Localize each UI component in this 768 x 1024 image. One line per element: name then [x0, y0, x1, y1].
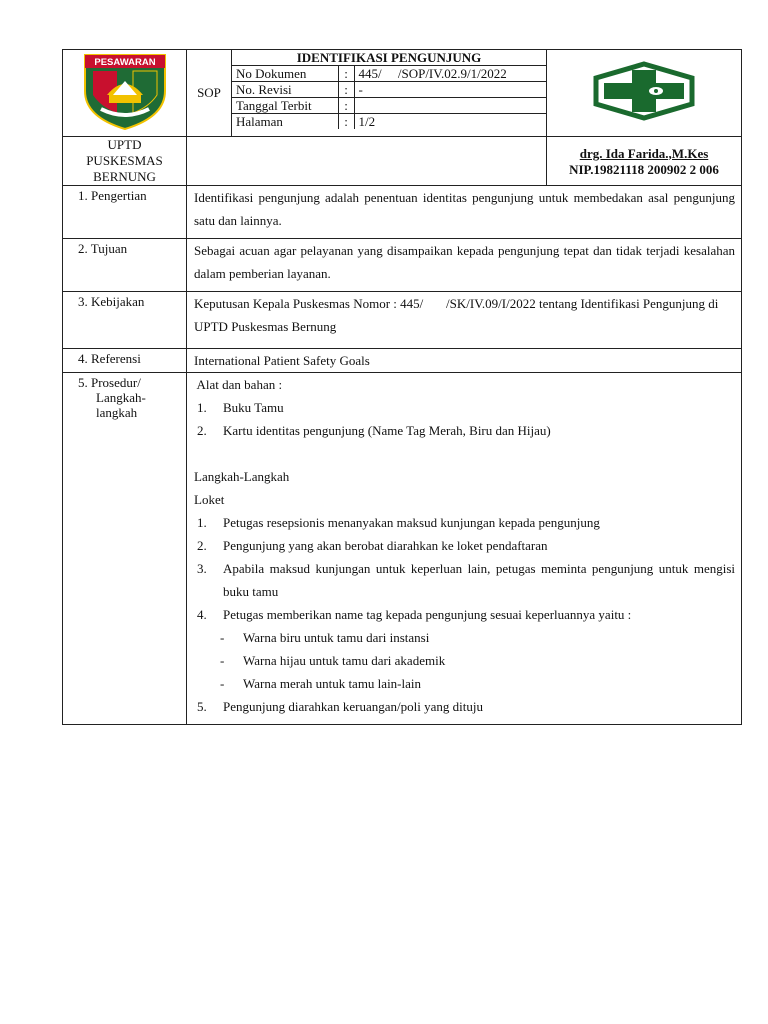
list-item [194, 557, 735, 603]
sub-text: Warna merah untuk tamu lain-lain [243, 676, 422, 691]
pesawaran-logo-cell [63, 50, 187, 137]
org-line: PUSKESMAS [86, 153, 163, 168]
list-text: Petugas resepsionis menanyakan maksud kunjungan kepada pengunjung [223, 515, 600, 530]
sop-document [62, 49, 741, 725]
org-row [63, 137, 742, 186]
signature-block [547, 137, 742, 186]
info-separator: : [338, 114, 354, 130]
sub-text: Warna biru untuk tamu dari instansi [243, 630, 430, 645]
info-separator: : [338, 82, 354, 98]
list-text: Kartu identitas pengunjung (Name Tag Merah, Biru dan Hijau) [223, 423, 551, 438]
signer-nip: NIP.19821118 200902 2 006 [569, 161, 719, 177]
info-separator: : [338, 66, 354, 82]
sub-dash: - [220, 653, 225, 668]
org-name [63, 137, 187, 186]
list-text: Buku Tamu [223, 400, 284, 415]
puskesmas-logo-cell [547, 50, 742, 137]
sop-table [62, 49, 742, 725]
info-value: 1/2 [358, 114, 376, 129]
list-item [194, 534, 735, 557]
pesawaran-logo [79, 51, 171, 131]
alat-list [194, 396, 735, 442]
list-number: 3. [197, 561, 207, 576]
label-line: langkah [96, 405, 138, 420]
procedure-content [187, 373, 742, 725]
section-pengertian [63, 186, 742, 239]
sub-text: Warna hijau untuk tamu dari akademik [243, 653, 446, 668]
doc-info-table [232, 50, 546, 129]
info-row-halaman [232, 114, 546, 130]
list-text: Pengunjung diarahkan keruangan/poli yang dituju [223, 699, 483, 714]
langkah-heading: Langkah-Langkah [194, 469, 290, 484]
list-number: 1. [197, 515, 207, 530]
info-label: Tanggal Terbit [232, 98, 338, 114]
list-item [194, 511, 735, 534]
list-number: 4. [197, 607, 207, 622]
sop-label: SOP [187, 50, 232, 137]
sub-dash: - [220, 676, 225, 691]
list-number: 5. [197, 699, 207, 714]
section-label [63, 373, 187, 725]
header-row [63, 50, 742, 137]
list-item [194, 396, 735, 419]
logo-text: PESAWARAN [93, 57, 156, 68]
label-line: 5. Prosedur/ [78, 375, 141, 390]
info-value: - [354, 82, 546, 98]
info-value: 445/ /SOP/IV.02.9/1/2022 [354, 66, 546, 82]
section-tujuan [63, 239, 742, 292]
info-row-tanggal-terbit [232, 98, 546, 114]
document-title: IDENTIFIKASI PENGUNJUNG [232, 50, 546, 66]
section-text: International Patient Safety Goals [187, 349, 742, 373]
list-item [194, 695, 735, 718]
org-line: UPTD [107, 137, 142, 152]
label-line: Langkah- [96, 390, 146, 405]
steps-list [194, 511, 735, 718]
puskesmas-logo [584, 58, 704, 124]
loket-heading: Loket [194, 492, 225, 507]
info-separator: : [338, 98, 354, 114]
section-text: Keputusan Kepala Puskesmas Nomor : 445/ /SK/IV.09/I/2022 tentang Identifikasi Pengunjung di UPTD Puskesmas Bernung [187, 292, 742, 349]
list-text: Petugas memberikan name tag kepada pengunjung sesuai keperluannya yaitu : [223, 607, 632, 622]
alat-heading: Alat dan bahan : [194, 377, 283, 392]
sub-item [220, 626, 735, 649]
section-prosedur [63, 373, 742, 725]
list-number: 1. [197, 400, 207, 415]
signer-name: drg. Ida Farida.,M.Kes [579, 145, 709, 161]
section-kebijakan [63, 292, 742, 349]
info-row-no-dokumen [232, 66, 546, 82]
doc-info-cell [232, 50, 547, 137]
section-label: 1. Pengertian [63, 186, 187, 239]
org-blank [187, 137, 547, 186]
info-label: No. Revisi [232, 82, 338, 98]
info-value [354, 98, 546, 114]
section-label: 2. Tujuan [63, 239, 187, 292]
list-number: 2. [197, 538, 207, 553]
sub-dash: - [220, 630, 225, 645]
section-referensi [63, 349, 742, 373]
list-text: Pengunjung yang akan berobat diarahkan ke loket pendaftaran [223, 538, 548, 553]
info-label: No Dokumen [232, 66, 338, 82]
section-label: 3. Kebijakan [63, 292, 187, 349]
list-item [194, 603, 735, 626]
section-text: Sebagai acuan agar pelayanan yang disampaikan kepada pengunjung tepat dan tidak terjadi kesalahan dalam pemberian layanan. [187, 239, 742, 292]
info-label: Halaman [236, 114, 283, 129]
info-row-no-revisi [232, 82, 546, 98]
section-label: 4. Referensi [63, 349, 187, 373]
spacer [194, 442, 735, 465]
section-text: Identifikasi pengunjung adalah penentuan identitas pengunjung untuk membedakan asal pengunjung satu dan lainnya. [187, 186, 742, 239]
list-item [194, 419, 735, 442]
list-number: 2. [197, 423, 207, 438]
sub-item [220, 672, 735, 695]
org-line: BERNUNG [93, 169, 156, 184]
list-text: Apabila maksud kunjungan untuk keperluan lain, petugas meminta pengunjung untuk mengisi buku tamu [223, 561, 735, 599]
sub-item [220, 649, 735, 672]
